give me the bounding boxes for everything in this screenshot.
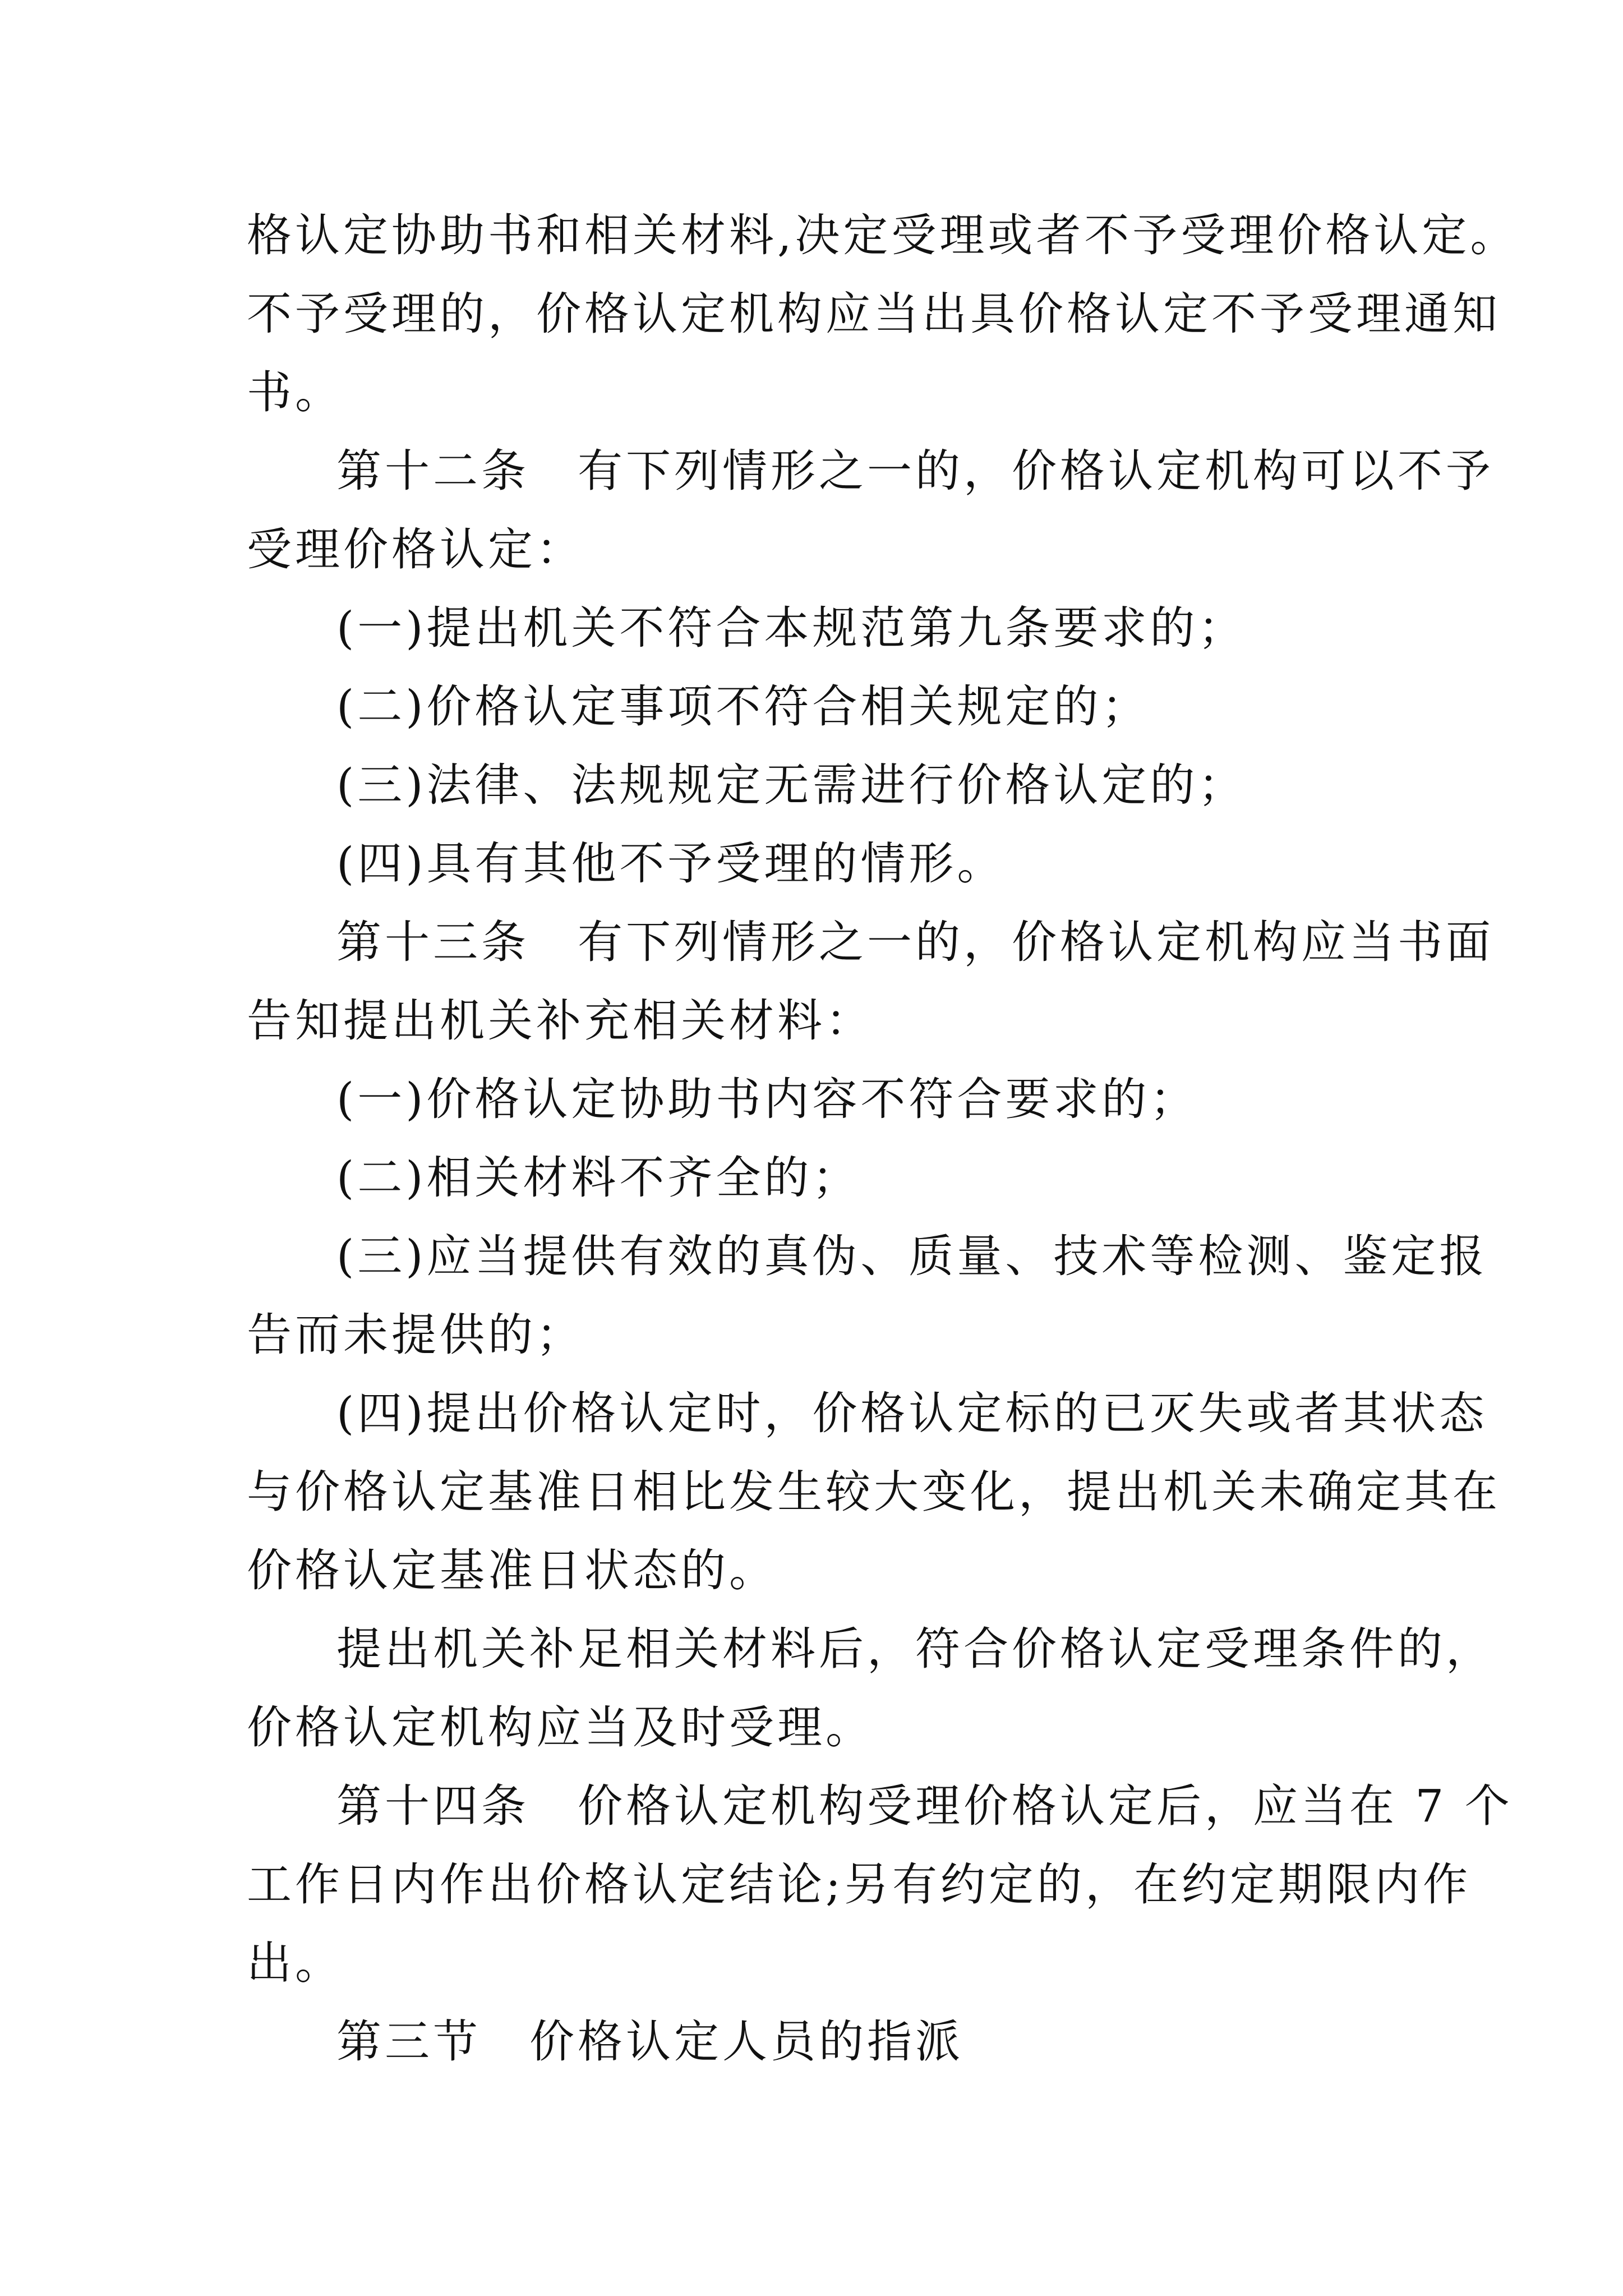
list-item: (四)具有其他不予受理的情形。	[336, 838, 1006, 890]
paragraph-line: 受理价格认定：	[247, 523, 584, 576]
paragraph-line: 工作日内作出价格认定结论;另有约定的，在约定期限内作	[247, 1858, 1471, 1911]
paragraph-line: 价格认定基准日状态的。	[247, 1544, 777, 1596]
article-12-heading-line: 第十二条 有下列情形之一的，价格认定机构可以不予	[336, 445, 1494, 497]
article-14-heading-line: 第十四条 价格认定机构受理价格认定后，应当在 7 个	[336, 1780, 1513, 1832]
paragraph-line: 告知提出机关补充相关材料：	[247, 995, 874, 1047]
list-item: (三)法律、法规规定无需进行价格认定的；	[336, 759, 1247, 811]
list-item: (二)价格认定事项不符合相关规定的；	[336, 680, 1150, 733]
paragraph-line: 提出机关补足相关材料后，符合价格认定受理条件的，	[336, 1623, 1494, 1675]
paragraph-line: 价格认定机构应当及时受理。	[247, 1701, 874, 1754]
section-heading: 第三节 价格认定人员的指派	[336, 2016, 963, 2068]
list-item: (三)应当提供有效的真伪、质量、技术等检测、鉴定报	[336, 1230, 1488, 1282]
paragraph-line: 出。	[247, 1937, 343, 1989]
list-item: (一)价格认定协助书内容不符合要求的；	[336, 1073, 1198, 1125]
paragraph-line: 书。	[247, 366, 343, 418]
paragraph-line: 告而未提供的；	[247, 1309, 584, 1361]
document-body	[247, 196, 1519, 2081]
list-item: (一)提出机关不符合本规范第九条要求的；	[336, 602, 1247, 654]
paragraph-line: 与价格认定基准日相比发生较大变化，提出机关未确定其在	[247, 1466, 1501, 1518]
paragraph-line: 不予受理的，价格认定机构应当出具价格认定不予受理通知	[247, 288, 1501, 340]
list-item: (四)提出价格认定时，价格认定标的已灭失或者其状态	[336, 1387, 1488, 1439]
article-13-heading-line: 第十三条 有下列情形之一的，价格认定机构应当书面	[336, 916, 1494, 968]
list-item: (二)相关材料不齐全的；	[336, 1152, 861, 1204]
paragraph-line: 格认定协助书和相关材料,决定受理或者不予受理价格认定。	[247, 209, 1519, 261]
